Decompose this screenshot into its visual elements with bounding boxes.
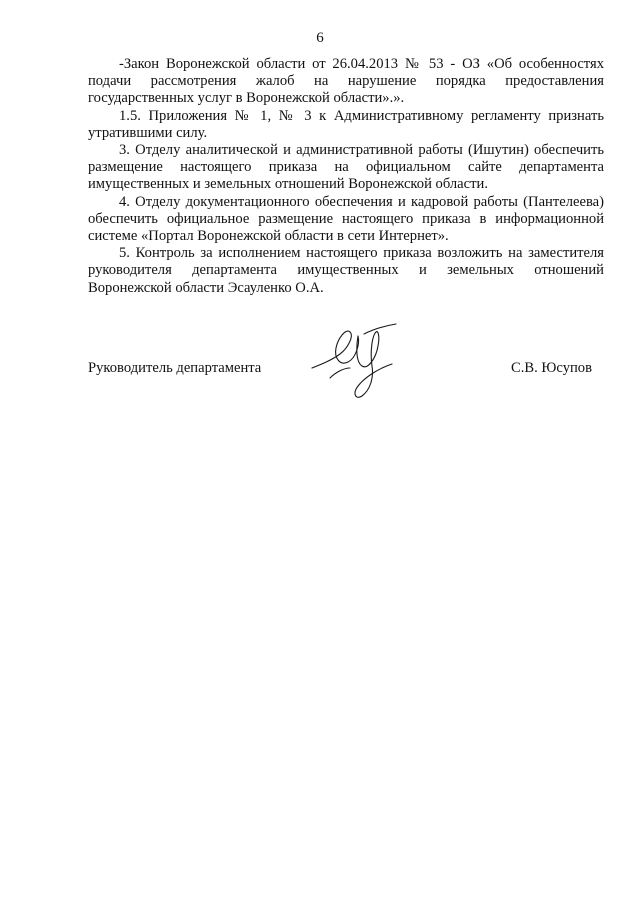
signatory-name: С.В. Юсупов: [511, 360, 592, 376]
paragraph-3: 3. Отделу аналитической и административной работы (Ишутин) обеспечить размещение настоящего приказа на официальном сайте департамента имущественных и земельных отношений Воронежской области.: [88, 142, 604, 193]
signatory-title: Руководитель департамента: [88, 360, 262, 376]
document-body: [88, 56, 604, 297]
handwritten-signature-icon: [310, 322, 400, 400]
paragraph-4: 4. Отделу документационного обеспечения и кадровой работы (Пантелеева) обеспечить официальное размещение настоящего приказа в информационной системе «Портал Воронежской области в сети Интернет».: [88, 193, 604, 245]
paragraph-5: 5. Контроль за исполнением настоящего приказа возложить на заместителя руководителя департамента имущественных и земельных отношений Воронежской области Эсауленко О.А.: [88, 245, 604, 296]
page-number: 6: [316, 30, 324, 46]
paragraph-1-5: 1.5. Приложения № 1, № 3 к Административному регламенту признать утратившими силу.: [88, 107, 604, 141]
paragraph-law-reference: -Закон Воронежской области от 26.04.2013 № 53 - ОЗ «Об особенностях подачи рассмотрения жалоб на нарушение порядка предоставления государственных услуг в Воронежской области».».: [88, 56, 604, 107]
